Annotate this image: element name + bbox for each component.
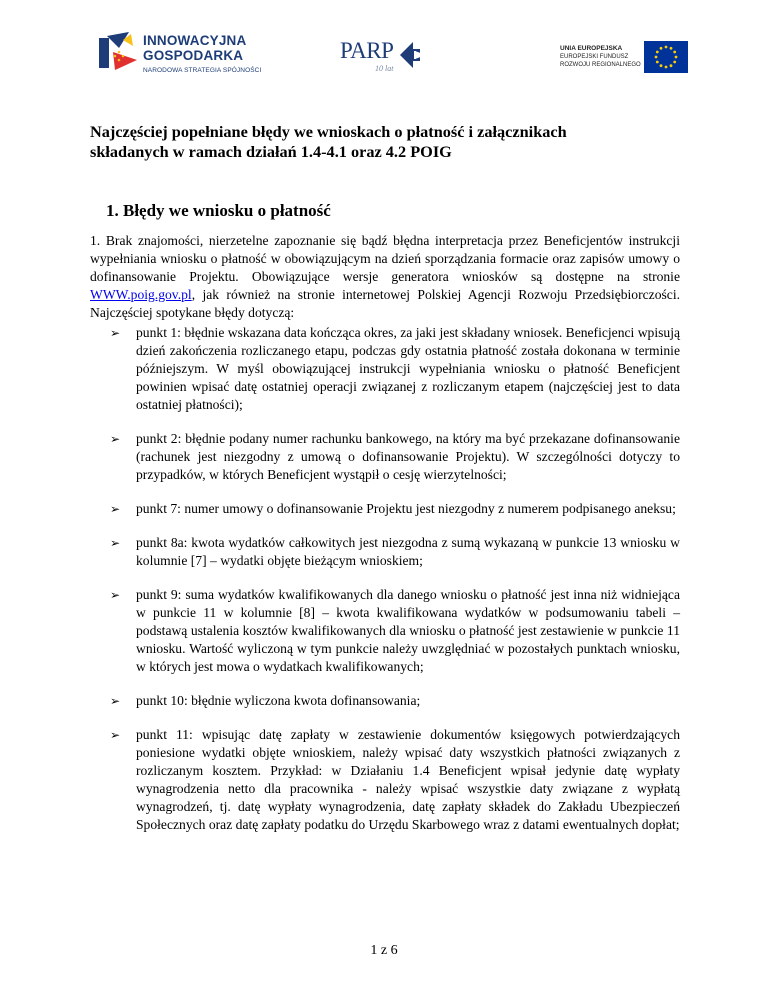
document-title <box>90 122 680 162</box>
list-item-text: punkt 9: suma wydatków kwalifikowanych dla danego wniosku o płatność jest inna niż widniejąca w punkcie 11 w kolumnie [8] – kwota kwalifikowana wydatków w podsumowaniu tabeli – podstawą ustalenia kosztów kwalifikowanych dla wniosku o płatność jest zestawienie w punkcie 11 wniosku. Wartość wyliczoną w tym punkcie należy uwzględniać w pozostałych punktach wniosku, w których jest mowa o wydatkach kwalifikowanych; <box>136 587 680 674</box>
list-item <box>110 586 680 676</box>
arrow-bullet-icon: ➢ <box>110 502 121 516</box>
page-header <box>0 0 768 90</box>
list-item-text: punkt 8a: kwota wydatków całkowitych jest niezgodna z sumą wykazaną w punkcie 13 wniosku w kolumnie [7] – wydatki objęte bieżącym wnioskiem; <box>136 535 680 568</box>
eu-line3: ROZWOJU REGIONALNEGO <box>560 62 641 68</box>
list-item <box>110 430 680 484</box>
list-item <box>110 534 680 570</box>
page-number: 1 z 6 <box>370 943 398 958</box>
intro-paragraph <box>90 232 680 322</box>
list-item-text: punkt 1: błędnie wskazana data kończąca okres, za jaki jest składany wniosek. Beneficjenci wpisują dzień zakończenia rozliczanego etapu, podczas gdy ostatnia płatność została dokonana w terminie późniejszym. W myśl obowiązującej instrukcji wypełniania wniosku o płatność Beneficjent powinien wpisać datę ostatniej operacji związanej z rozliczanym etapem (najczęściej jest to data ostatniej płatności); <box>136 325 680 412</box>
arrow-bullet-icon: ➢ <box>110 432 121 446</box>
eu-line2: EUROPEJSKI FUNDUSZ <box>560 54 629 60</box>
parp-name: PARP <box>340 38 394 63</box>
eu-flag-icon <box>644 41 688 73</box>
list-item <box>110 692 680 710</box>
arrow-bullet-icon: ➢ <box>110 536 121 550</box>
title-line2: składanych w ramach działań 1.4-4.1 oraz 4.2 POIG <box>90 142 452 161</box>
list-item <box>110 500 680 518</box>
ig-line1: INNOWACYJNA <box>143 33 247 48</box>
arrow-bullet-icon: ➢ <box>110 728 121 742</box>
innowacyjna-gospodarka-logo <box>93 30 263 80</box>
list-item-text: punkt 2: błędnie podany numer rachunku bankowego, na który ma być przekazane dofinansowanie (rachunek jest niezgodny z umową o dofinansowanie Projektu). W szczególności dotyczy to przypadków, w których Beneficjent wystąpił o cesję wierzytelności; <box>136 431 680 482</box>
eu-line1: UNIA EUROPEJSKA <box>560 45 623 52</box>
arrow-bullet-icon: ➢ <box>110 326 121 340</box>
ig-line2: GOSPODARKA <box>143 48 244 63</box>
title-line1: Najczęściej popełniane błędy we wnioskach o płatność i załącznikach <box>90 122 567 141</box>
parp-logo <box>340 38 440 78</box>
intro-text-before: 1. Brak znajomości, nierzetelne zapoznanie się bądź błędna interpretacja przez Beneficjentów instrukcji wypełniania wniosku o płatność w obowiązującym na dzień sporządzania formacie oraz zapisów umowy o dofinansowanie Projektu. Obowiązujące wersje generatora wniosków są dostępne na stronie <box>90 233 680 284</box>
eu-logo <box>560 41 690 75</box>
list-item <box>110 324 680 414</box>
parp-arrows-icon <box>398 40 428 70</box>
list-item-text: punkt 10: błędnie wyliczona kwota dofinansowania; <box>136 693 421 708</box>
arrow-bullet-icon: ➢ <box>110 588 121 602</box>
intro-text-after: , jak również na stronie internetowej Polskiej Agencji Rozwoju Przedsiębiorczości. Najczęściej spotykane błędy dotyczą: <box>90 287 680 320</box>
error-list <box>110 324 680 850</box>
section-heading: 1. Błędy we wniosku o płatność <box>106 201 331 220</box>
parp-subtitle: 10 lat <box>375 64 394 73</box>
ig-line3: NARODOWA STRATEGIA SPÓJNOŚCI <box>143 67 262 74</box>
list-item <box>110 726 680 834</box>
poig-link[interactable]: WWW.poig.gov.pl <box>90 287 192 302</box>
arrow-bullet-icon: ➢ <box>110 694 121 708</box>
list-item-text: punkt 7: numer umowy o dofinansowanie Projektu jest niezgodny z numerem podpisanego aneksu; <box>136 501 676 516</box>
list-item-text: punkt 11: wpisując datę zapłaty w zestawienie dokumentów księgowych potwierdzających poniesione wydatki objęte wnioskiem, należy wpisać daty wszystkich płatności związanych z rozliczanym kosztem. Przykład: w Działaniu 1.4 Beneficjent wpisał jedynie datę wypłaty wynagrodzenia netto dla pracownika - należy wpisać wszystkie daty związane z wypłatą wynagrodzeń, tj. datę wypłaty wynagrodzenia, datę zapłaty składek do Zakładu Ubezpieczeń Społecznych oraz datę zapłaty podatku do Urzędu Skarbowego wraz z datami ewentualnych dopłat; <box>136 727 680 832</box>
ig-emblem-icon <box>93 30 139 76</box>
